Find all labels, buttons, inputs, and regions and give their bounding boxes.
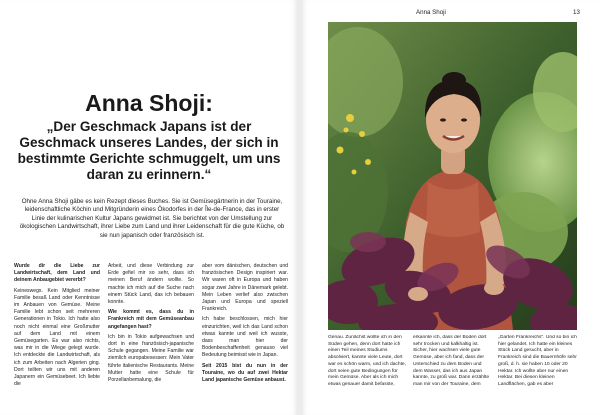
interview-column-2 <box>108 263 194 411</box>
continuation-column-1: Genau. Zunächst wollte ich in den Süden gehen, denn dort hatte ich einen Teil meines Studiums absolviert, kannte viele Leute, dort war es schön warm, und ich dachte, dort seien gute Bedingungen für mein Gemüse. Aber als ich mich etwas genauer damit befasste, <box>328 335 407 387</box>
interview-answer: Keineswegs. Kein Mitglied meiner Familie besaß Land oder Kenntnisse im Anbauen von Gemüse. Meine Familie lebt schon seit mehreren Generationen in Tokio. Ich hatte also noch nicht einmal eine Großmutter auf dem Land mit einem Gemüsegarten. Es war also nichts, was mir in die Wiege gelegt wurde. Ich entdeckte die Landwirtschaft, als ich zum Arbeiten nach Algerien ging. Dort teilten wir uns mit anderen Japanern ein Gemüsebeet. Ich liebte die <box>14 287 100 388</box>
running-head: Anna Shoji <box>416 9 446 16</box>
article-title: Anna Shoji: <box>85 90 213 116</box>
page-number: 13 <box>573 9 580 16</box>
right-page <box>301 0 600 415</box>
continuation-column-3: „Garten Frankreichs“. Und so bin ich hier gelandet. Ich hatte ein kleines Stück Land gesucht, aber in Frankreich sind die Bauernhöfe sehr groß, d. h. sie haben 10 oder 20 Hektar. Ich wollte aber nur einen Hektar. Bei diesen kleinen Landflächen, gab es aber <box>498 335 577 387</box>
interview-answer: Arbeit, und diese Verbindung zur Erde gefiel mir so sehr, dass ich meinen Beruf ändern wollte. So machte ich mich auf die Suche nach einem Stück Land, das ich bebauen konnte. <box>108 263 194 306</box>
continuation-columns <box>328 335 577 411</box>
interview-question: Wie kommt es, dass du in Frankreich mit dem Gemüseanbau angefangen hast? <box>108 309 194 330</box>
portrait-photo <box>328 22 577 330</box>
interview-column-1 <box>14 263 100 411</box>
left-page <box>0 0 298 415</box>
interview-answer: Ich habe beschlossen, mich hier einzurichten, weil ich das Land schon etwas kannte und weil ich wusste, dass man hier der Bodenbeschaffenheit genauso viel Bedeutung beimisst wie in Japan. <box>202 316 288 359</box>
garden-portrait-illustration <box>328 22 577 330</box>
interview-answer: aber vom dänischen, deutschen und französischen Design inspiriert war. Wir waren oft in Europa und haben sogar zwei Jahre in Dänemark gelebt. Mein Leben verlief also zwischen Japan und Europa und speziell Frankreich. <box>202 263 288 313</box>
interview-question: Wurde dir die Liebe zur Landwirtschaft, dem Land und deinem Anbaugebiet vererbt? <box>14 263 100 284</box>
article-quote: „Der Geschmack Japans ist der Geschmack unseres Landes, der sich in bestimmte Gerichte schmuggelt, um uns daran zu erinnern.“ <box>17 119 281 182</box>
interview-question: Seit 2015 bist du nun in der Touraine, wo du auf zwei Hektar Land japanische Gemüse anbaust. <box>202 362 288 384</box>
interview-answer: Ich bin in Tokio aufgewachsen und dort in eine französisch-japanische Schule gegangen. Meine Familie war ziemlich europabesessen: Mein Vater führte italienische Restaurants. Meine Mutter hatte eine Schule für Porzellanbemalung, die <box>108 333 194 384</box>
interview-columns <box>14 263 288 411</box>
continuation-column-2: erkannte ich, dass der Boden dort sehr trocken und kalkhaltig ist. Sicher, hier wachsen viele gute Gemüse, aber ich fand, dass der Unterschied zu dem Boden und dem Wasser, das ich aus Japan kannte, zu groß war. Dann erzählte man mir von der Touraine, dem <box>413 335 490 387</box>
title-block <box>0 90 298 183</box>
interview-column-3 <box>202 263 288 411</box>
intro-paragraph: Ohne Anna Shoji gäbe es kein Rezept dieses Buches. Sie ist Gemüsegärtnerin in der Touraine, leidenschaftliche Köchin und Mitgründerin eines Ökodorfes in der Île-de-France, das in erster Linie der kulinarischen Kultur Japans gewidmet ist. Sie berichtet von der Umstellung zur ökologischen Landwirtschaft, ihrer Liebe zum Land und ihrer Leidenschaft für die gute Küche, ob sie nun japanisch oder französisch ist. <box>19 198 285 239</box>
